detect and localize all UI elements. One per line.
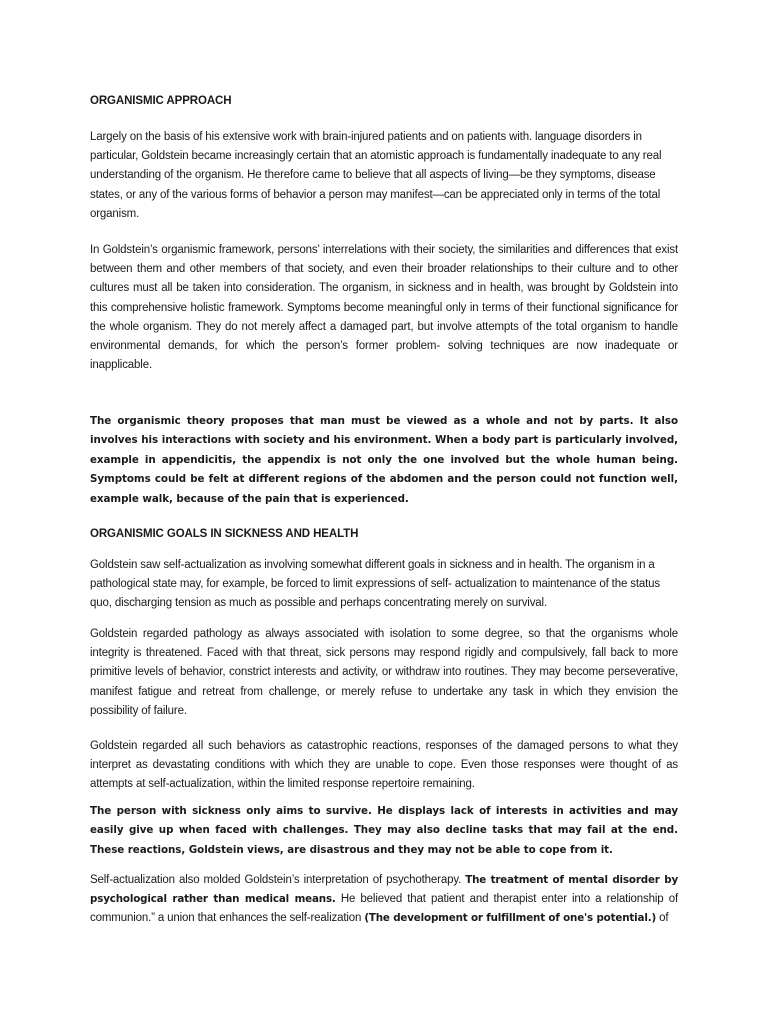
paragraph-psychotherapy: [90, 871, 678, 929]
psychotherapy-text-2: He believed that patient and therapist enter into a relationship of communion.” a union that enhances the self-realization: [90, 893, 678, 925]
paragraph-sickness-survival-summary: The person with sickness only aims to survive. He displays lack of interests in activities and may easily give up when faced with challenges. They may also decline tasks that may fail at the end. These reactions, Goldstein views, are disastrous and they may not be able to cope from it.: [90, 805, 678, 856]
paragraph-atomistic-approach: Largely on the basis of his extensive work with brain-injured patients and on patients with. language disorders in particular, Goldstein became increasingly certain that an atomistic approach is fundamentally inadequate to any real understanding of the organism. He therefore came to believe that all aspects of living—be they symptoms, disease states, or any of the various forms of behavior a person may manifest—can be appreciated only in terms of the total organism.: [90, 131, 662, 220]
heading-organismic-goals: ORGANISMIC GOALS IN SICKNESS AND HEALTH: [90, 528, 359, 540]
paragraph-pathology-isolation: Goldstein regarded pathology as always associated with isolation to some degree, so that the organisms whole integrity is threatened. Faced with that threat, sick persons may respond rigidly and compulsively, fall back to more primitive levels of behavior, constrict interests and activity, or withdraw into routines. They may become perseverative, manifest fatigue and retreat from challenge, or merely refuse to undertake any task in which they envision the possibility of failure.: [90, 628, 678, 717]
self-realization-definition-bold: (The development or fulfillment of one's potential.): [364, 912, 657, 925]
paragraph-organismic-framework: In Goldstein’s organismic framework, persons’ interrelations with their society, the similarities and differences that exist between them and other members of that society, and even their broader relationships to their culture and to other cultures must all be taken into consideration. The organism, in sickness and in health, was brought by Goldstein into this comprehensive holistic framework. Symptoms become meaningful only in terms of their functional significance for the whole organism. They do not merely affect a damaged part, but involve attempts of the total organism to handle environmental demands, for which the person’s former problem- solving techniques are now inadequate or inapplicable.: [90, 244, 678, 372]
heading-organismic-approach: ORGANISMIC APPROACH: [90, 95, 232, 107]
psychotherapy-definition-bold: The treatment of mental disorder by psychological rather than medical means.: [90, 874, 679, 906]
psychotherapy-text-3: of: [656, 912, 669, 925]
paragraph-self-actualization-goals: Goldstein saw self-actualization as involving somewhat different goals in sickness and in health. The organism in a pathological state may, for example, be forced to limit expressions of self- actualization to maintenance of the status quo, discharging tension as much as possible and perhaps concentrating merely on survival.: [90, 559, 661, 610]
paragraph-organismic-theory-summary: The organismic theory proposes that man must be viewed as a whole and not by parts. It also involves his interactions with society and his environment. When a body part is particularly involved, example in appendicitis, the appendix is not only the one involved but the whole human being. Symptoms could be felt at different regions of the abdomen and the person could not function well, example walk, because of the pain that is experienced.: [90, 415, 678, 505]
paragraph-catastrophic-reactions: Goldstein regarded all such behaviors as catastrophic reactions, responses of the damaged persons to what they interpret as devastating conditions with which they are unable to cope. Even those responses were thought of as attempts at self-actualization, within the limited response repertoire remaining.: [90, 740, 678, 791]
psychotherapy-text-1: Self-actualization also molded Goldstein’s interpretation of psychotherapy.: [90, 874, 466, 886]
